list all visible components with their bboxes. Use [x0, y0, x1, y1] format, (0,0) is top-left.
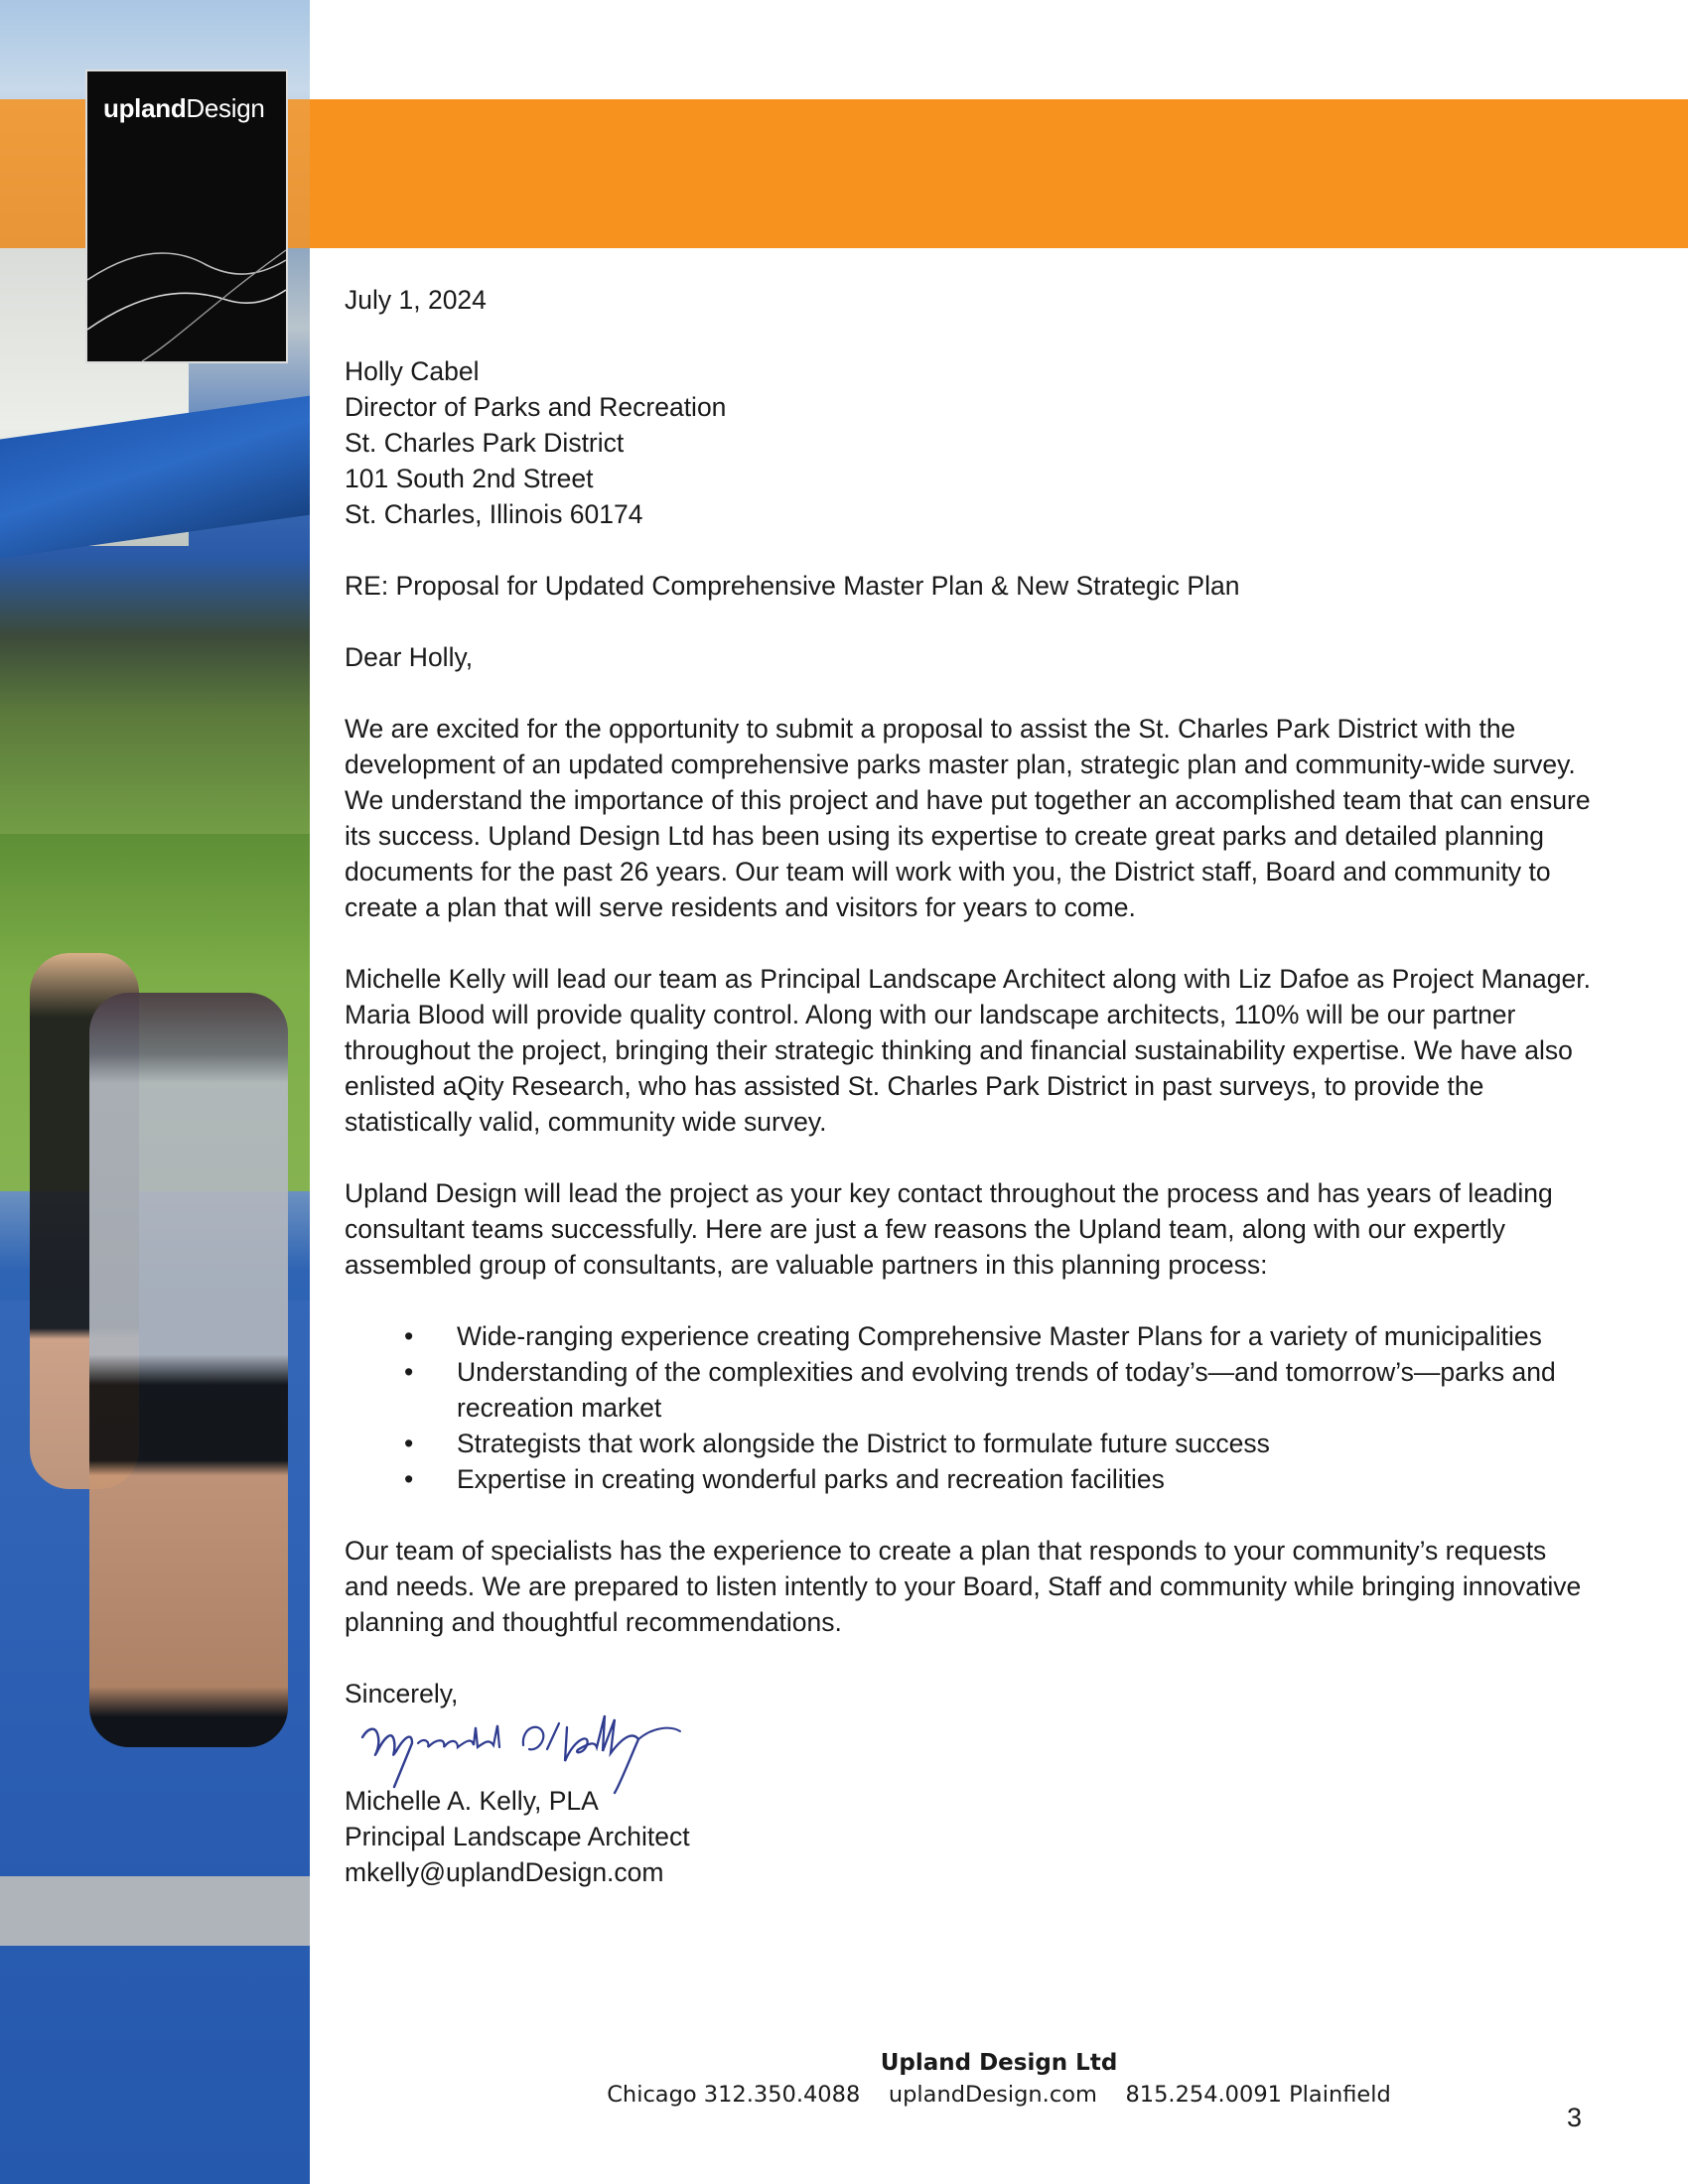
list-item	[345, 1318, 1596, 1354]
list-item-text: Expertise in creating wonderful parks and recreation facilities	[457, 1464, 1165, 1494]
page-number: 3	[1567, 2103, 1583, 2132]
body-paragraph: We are excited for the opportunity to submit a proposal to assist the St. Charles Park District with the development of an updated comprehensive parks master plan, strategic plan and community-wide survey. We understand the importance of this project and have put together an accomplished team that can ensure its success. Upland Design Ltd has been using its expertise to create great parks and detailed planning documents for the past 26 years. Our team will work with you, the District staff, Board and community to create a plan that will serve residents and visitors for years to come.	[345, 714, 1591, 922]
footer-contact-line: Chicago 312.350.4088 uplandDesign.com 815.254.0091 Plainfield	[607, 2082, 1391, 2108]
logo-hills-graphic	[87, 220, 286, 361]
list-item	[345, 1461, 1596, 1497]
logo-wordmark	[103, 93, 265, 124]
list-item	[345, 1426, 1596, 1461]
body-paragraph: Michelle Kelly will lead our team as Principal Landscape Architect along with Liz Dafoe as Project Manager. Maria Blood will provide quality control. Along with our landscape architects, 110% will be our partner throughout the project, bringing their strategic thinking and financial sustainability expertise. We have also enlisted aQity Research, who has assisted St. Charles Park District in past surveys, to provide the statistically valid, community wide survey.	[345, 964, 1591, 1137]
list-item-text: Wide-ranging experience creating Comprehensive Master Plans for a variety of municipalities	[457, 1321, 1542, 1351]
signer-name: Michelle A. Kelly, PLA	[345, 1786, 599, 1816]
logo-wordmark-bold: upland	[103, 93, 187, 123]
page-footer	[310, 2047, 1688, 2111]
body-paragraph: Upland Design will lead the project as your key contact throughout the process and has years of leading consultant teams successfully. Here are just a few reasons the Upland team, along with our expertly assembled group of consultants, are valuable partners in this planning process:	[345, 1178, 1553, 1280]
closing-paragraph: Our team of specialists has the experience to create a plan that responds to your community’s requests and needs. We are prepared to listen intently to your Board, Staff and community while bringing innovative planning and thoughtful recommendations.	[345, 1536, 1582, 1637]
logo-wordmark-regular: Design	[186, 93, 265, 123]
reasons-list	[345, 1318, 1596, 1497]
recipient-name: Holly Cabel	[345, 356, 480, 386]
photo-person-right	[89, 993, 288, 1747]
recipient-city: St. Charles, Illinois 60174	[345, 499, 643, 529]
list-item-text: Understanding of the complexities and evolving trends of today’s—and tomorrow’s—parks and recreation market	[457, 1357, 1556, 1423]
bullet-icon: •	[404, 1429, 414, 1458]
signature	[345, 1711, 1596, 1783]
recipient-title: Director of Parks and Recreation	[345, 392, 727, 422]
recipient-organization: St. Charles Park District	[345, 428, 625, 458]
letter-body	[345, 282, 1596, 1890]
upland-design-logo	[87, 71, 286, 361]
recipient-block	[345, 353, 1596, 532]
bullet-icon: •	[404, 1321, 414, 1351]
list-item-text: Strategists that work alongside the District to formulate future success	[457, 1429, 1270, 1458]
photo-court-line	[0, 1876, 310, 1946]
salutation: Dear Holly,	[345, 642, 474, 672]
sign-off: Sincerely,	[345, 1679, 459, 1708]
orange-header-band	[310, 99, 1688, 248]
re-line: RE: Proposal for Updated Comprehensive Master Plan & New Strategic Plan	[345, 571, 1240, 601]
letter-date: July 1, 2024	[345, 285, 487, 315]
list-item	[345, 1354, 1596, 1426]
footer-company-name: Upland Design Ltd	[880, 2050, 1118, 2076]
bullet-icon: •	[404, 1464, 414, 1494]
signer-title: Principal Landscape Architect	[345, 1822, 690, 1851]
recipient-street: 101 South 2nd Street	[345, 464, 594, 493]
handwritten-signature	[354, 1698, 712, 1797]
signer-email: mkelly@uplandDesign.com	[345, 1857, 664, 1887]
bullet-icon: •	[404, 1357, 414, 1387]
